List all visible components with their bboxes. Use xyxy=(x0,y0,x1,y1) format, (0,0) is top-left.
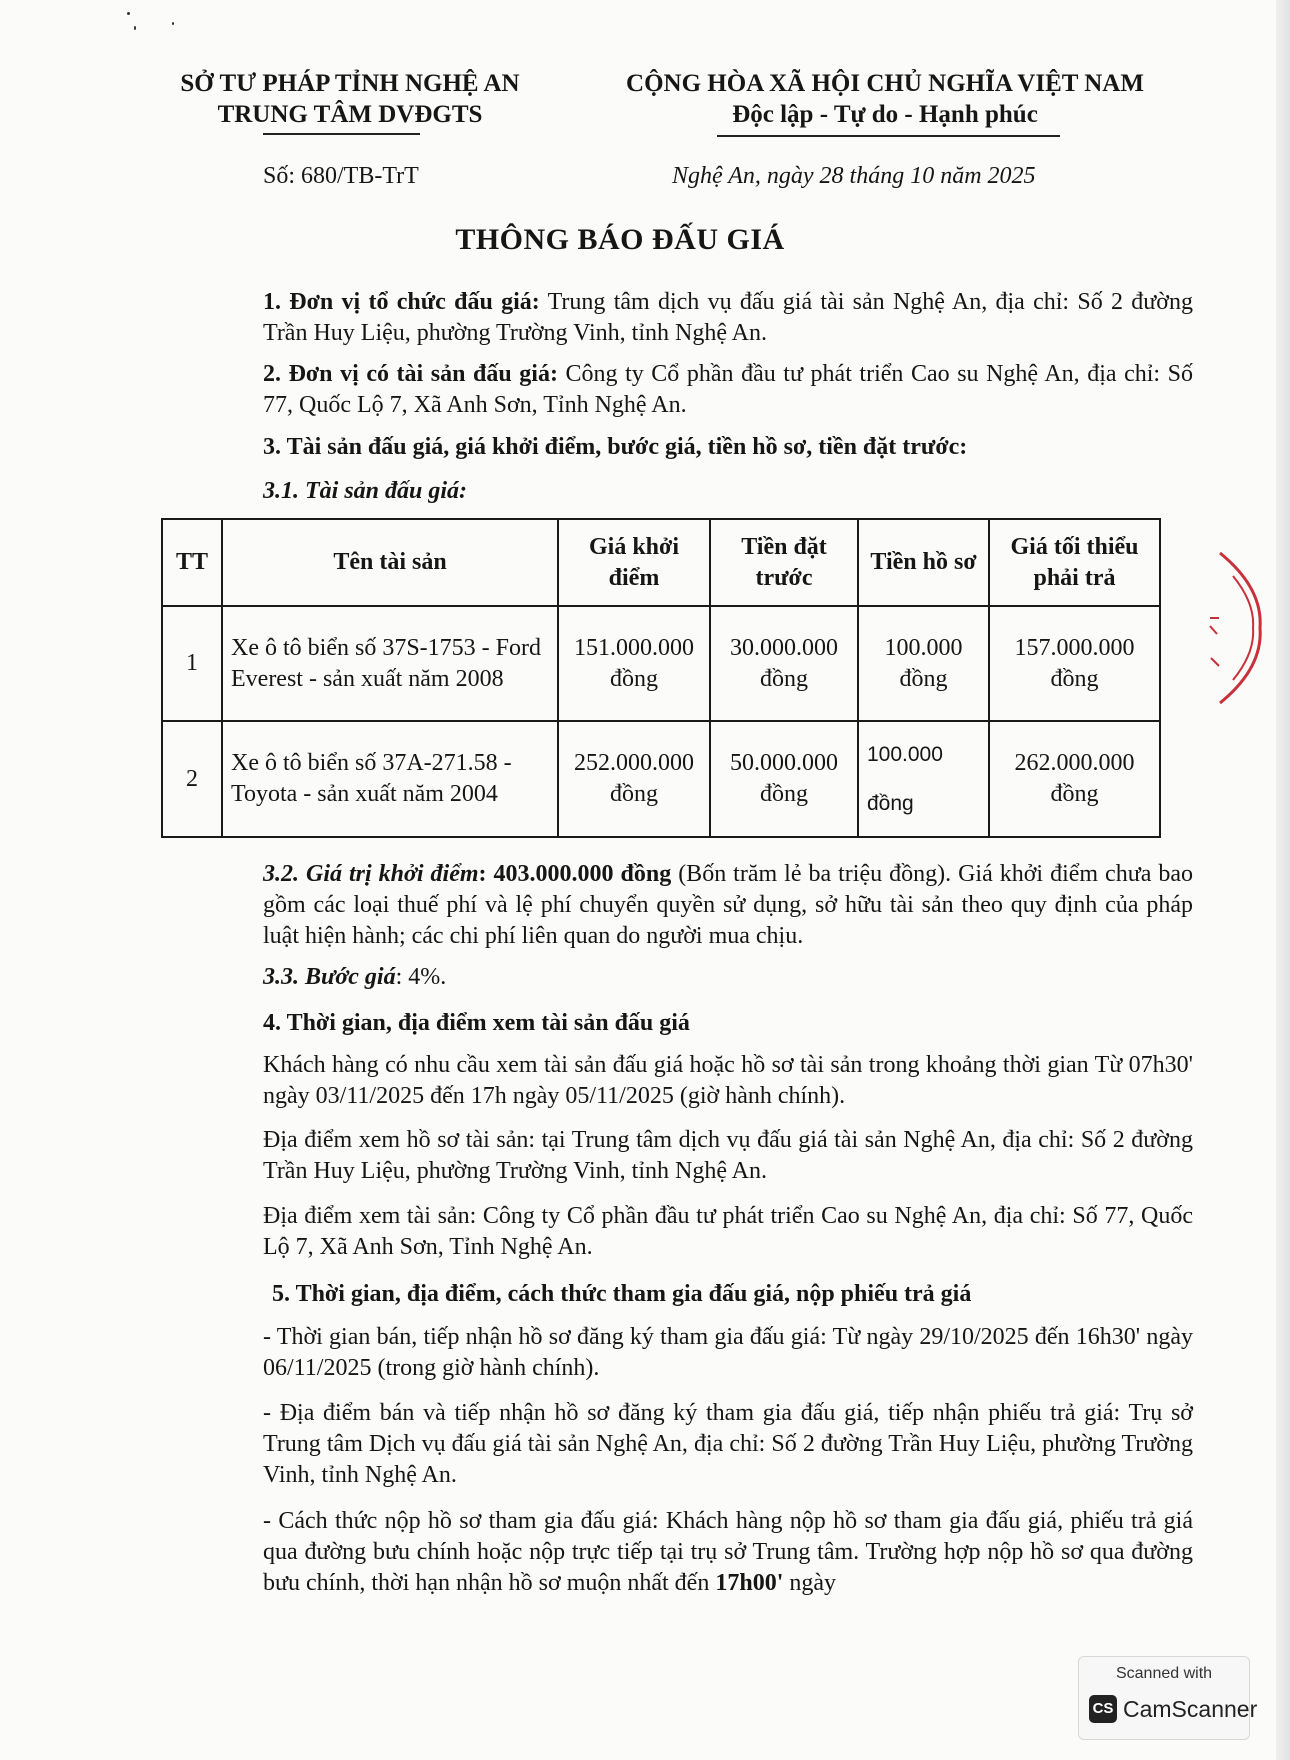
document-title: THÔNG BÁO ĐẤU GIÁ xyxy=(455,223,785,256)
cell-deposit: 50.000.000 đồng xyxy=(710,721,858,837)
badge-caption: Scanned with xyxy=(1115,1665,1213,1682)
agency-name: TRUNG TÂM DVĐGTS xyxy=(217,101,483,128)
ink-speck xyxy=(127,12,130,15)
cell-fee xyxy=(858,721,989,837)
cell-fee-amount: 100.000 xyxy=(867,743,943,766)
col-header-deposit: Tiền đặt trước xyxy=(710,519,858,606)
motto-underline xyxy=(717,135,1060,137)
camscanner-badge xyxy=(1078,1656,1258,1740)
cell-min-price: 262.000.000 đồng xyxy=(989,721,1160,837)
section-4-para-3: Địa điểm xem tài sản: Công ty Cổ phần đầu tư phát triển Cao su Nghệ An, địa chỉ: Số 77, Quốc Lộ 7, Xã Anh Sơn, Tỉnh Nghệ An. xyxy=(263,1203,1193,1260)
section-3-2-value: : 403.000.000 đồng xyxy=(478,861,672,887)
cell-asset-name: Xe ô tô biển số 37S-1753 - Ford Everest - sản xuất năm 2008 xyxy=(222,606,558,721)
section-3-3-text: : 4%. xyxy=(395,964,447,990)
section-2-label: 2. Đơn vị có tài sản đấu giá: xyxy=(263,361,558,387)
cell-fee-unit: đồng xyxy=(867,792,914,815)
page-edge-shadow xyxy=(1276,0,1290,1760)
agency-underline xyxy=(263,133,420,135)
section-1 xyxy=(218,287,1193,349)
col-header-name: Tên tài sản xyxy=(222,519,558,606)
section-5-heading: 5. Thời gian, địa điểm, cách thức tham gia đấu giá, nộp phiếu trả giá xyxy=(272,1281,972,1307)
motto: Độc lập - Tự do - Hạnh phúc xyxy=(732,101,1038,128)
section-3-1-heading: 3.1. Tài sản đấu giá: xyxy=(263,478,468,504)
section-5-para-3-text: - Cách thức nộp hồ sơ tham gia đấu giá: Khách hàng nộp hồ sơ tham gia đấu giá, phiếu trả giá qua đường bưu chính hoặc nộp trực tiếp tại trụ sở Trung tâm. Trường hợp nộp hồ sơ qua đường bưu chính, thời hạn nhận hồ sơ muộn nhất đến xyxy=(263,1508,1193,1596)
ink-speck xyxy=(134,26,136,30)
red-seal-fragment xyxy=(1205,548,1265,708)
agency-parent: SỞ TƯ PHÁP TỈNH NGHỆ AN xyxy=(180,70,520,97)
section-4-para-2: Địa điểm xem hồ sơ tài sản: tại Trung tâm dịch vụ đấu giá tài sản Nghệ An, địa chỉ: Số 2 đường Trần Huy Liệu, phường Trường Vinh, tỉnh Nghệ An. xyxy=(263,1127,1193,1184)
section-5-para-3 xyxy=(218,1506,1193,1599)
col-header-fee: Tiền hồ sơ xyxy=(858,519,989,606)
assets-table xyxy=(161,518,1161,838)
section-3-3-label: 3.3. Bước giá xyxy=(263,964,396,990)
issuing-agency xyxy=(150,68,550,130)
section-4-para-1: Khách hàng có nhu cầu xem tài sản đấu giá hoặc hồ sơ tài sản trong khoảng thời gian Từ 07h30' ngày 03/11/2025 đến 17h ngày 05/11/2025 (giờ hành chính). xyxy=(263,1052,1193,1109)
section-5-para-2: - Địa điểm bán và tiếp nhận hồ sơ đăng ký tham gia đấu giá, tiếp nhận phiếu trả giá: Trụ sở Trung tâm Dịch vụ đấu giá tài sản Nghệ An, địa chỉ: Số 2 đường Trần Huy Liệu, phường Trường Vinh, tỉnh Nghệ An. xyxy=(263,1400,1193,1488)
section-3-2-label: 3.2. Giá trị khởi điểm xyxy=(263,861,479,887)
cell-asset-name: Xe ô tô biển số 37A-271.58 - Toyota - sản xuất năm 2004 xyxy=(222,721,558,837)
section-3-3 xyxy=(218,962,1193,993)
table-row xyxy=(162,606,1160,721)
reference-number: Số: 680/TB-TrT xyxy=(263,163,419,189)
table-header-row xyxy=(162,519,1160,606)
cell-tt: 1 xyxy=(162,606,222,721)
badge-brand xyxy=(1089,1695,1257,1723)
section-3-heading: 3. Tài sản đấu giá, giá khởi điểm, bước giá, tiền hồ sơ, tiền đặt trước: xyxy=(263,434,968,460)
table-row xyxy=(162,721,1160,837)
ink-speck xyxy=(172,22,174,25)
section-2-text: Công ty Cổ phần đầu tư phát triển Cao su Nghệ An, địa chỉ: Số 77, Quốc Lộ 7, Xã Anh Sơn, Tỉnh Nghệ An. xyxy=(263,361,1193,418)
section-1-text: Trung tâm dịch vụ đấu giá tài sản Nghệ An, địa chỉ: Số 2 đường Trần Huy Liệu, phường Trường Vinh, tỉnh Nghệ An. xyxy=(263,289,1193,346)
col-header-start-price: Giá khởi điểm xyxy=(558,519,710,606)
cell-start-price: 252.000.000 đồng xyxy=(558,721,710,837)
col-header-tt: TT xyxy=(162,519,222,606)
national-motto xyxy=(585,68,1185,130)
badge-app-name: CamScanner xyxy=(1123,1695,1258,1722)
col-header-min-price: Giá tối thiểu phải trả xyxy=(989,519,1160,606)
section-2 xyxy=(218,359,1193,421)
cell-min-price: 157.000.000 đồng xyxy=(989,606,1160,721)
cell-tt: 2 xyxy=(162,721,222,837)
cell-fee: 100.000 đồng xyxy=(858,606,989,721)
place-date: Nghệ An, ngày 28 tháng 10 năm 2025 xyxy=(672,163,1036,189)
camscanner-logo-icon: CS xyxy=(1089,1695,1117,1723)
section-4-heading: 4. Thời gian, địa điểm xem tài sản đấu giá xyxy=(263,1010,690,1036)
cell-deposit: 30.000.000 đồng xyxy=(710,606,858,721)
country-name: CỘNG HÒA XÃ HỘI CHỦ NGHĨA VIỆT NAM xyxy=(626,70,1144,97)
section-5-para-3-tail: ngày xyxy=(783,1570,837,1596)
section-5-para-3-deadline: 17h00' xyxy=(715,1570,784,1596)
cell-start-price: 151.000.000 đồng xyxy=(558,606,710,721)
section-5-para-1: - Thời gian bán, tiếp nhận hồ sơ đăng ký tham gia đấu giá: Từ ngày 29/10/2025 đến 16h30' ngày 06/11/2025 (trong giờ hành chính). xyxy=(263,1324,1193,1381)
section-3-2-text: (Bốn trăm lẻ ba triệu đồng). Giá khởi điểm chưa bao gồm các loại thuế phí và lệ phí chuyển quyền sử dụng, sở hữu tài sản theo quy định của pháp luật hiện hành; các chi phí liên quan do người mua chịu. xyxy=(263,861,1194,949)
section-1-label: 1. Đơn vị tổ chức đấu giá: xyxy=(263,289,540,315)
section-3-2 xyxy=(218,859,1193,952)
